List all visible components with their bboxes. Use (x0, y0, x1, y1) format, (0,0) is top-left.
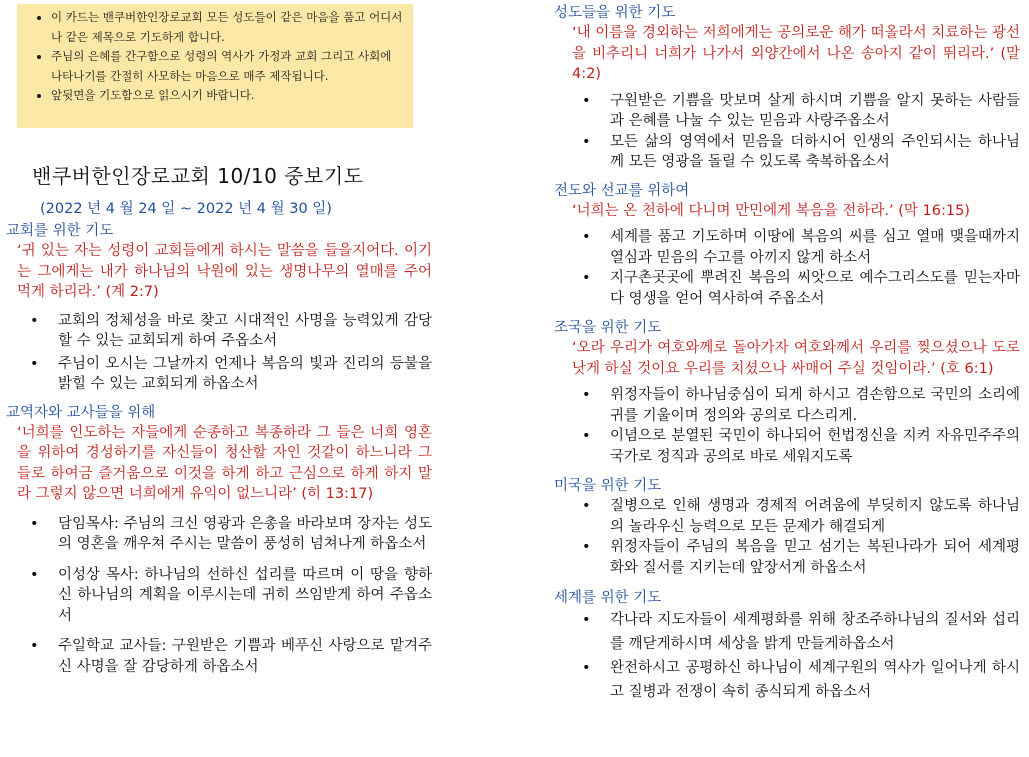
prayer-item: • 세계를 품고 기도하며 이땅에 복음의 씨를 심고 열매 맺을때까지 열심과 믿음의 수고를 아끼지 않게 하소서 (610, 227, 1020, 268)
prayer-item: • 각나라 지도자들이 세계평화를 위해 창조주하나님의 질서와 섭리를 깨닫게하시며 세상을 밝게 만들게하옵소서 (610, 608, 1020, 656)
prayer-item: • 위정자들이 주님의 복음을 믿고 섬기는 복된나라가 되어 세계평화와 질서를 지키는데 앞장서게 하옵소서 (610, 537, 1020, 578)
prayer-item: • 완전하시고 공평하신 하나님이 세계구원의 역사가 일어나게 하시고 질병과 전쟁이 속히 종식되게 하옵소서 (610, 656, 1020, 704)
section-heading: 교역자와 교사들을 위해 (6, 404, 156, 421)
section-usa (554, 476, 1020, 578)
prayer-item: • 위정자들이 하나님중심이 되게 하시고 겸손함으로 국민의 소리에 귀를 기울이며 정의와 공의로 다스리게. (610, 385, 1020, 426)
prayer-item: • 모든 삶의 영역에서 믿음을 더하시어 인생의 주인되시는 하나님께 모든 영광을 돌릴 수 있도록 축복하옵소서 (610, 132, 1020, 173)
prayer-item: • 지구촌곳곳에 뿌려진 복음의 씨앗으로 예수그리스도를 믿는자마다 영생을 얻어 역사하여 주옵소서 (610, 268, 1020, 309)
section-heading: 조국을 위한 기도 (554, 320, 662, 336)
prayer-item: • 질병으로 인해 생명과 경제적 어려움에 부딪히지 않도록 하나님의 놀라우신 능력으로 모든 문제가 해결되게 (610, 496, 1020, 537)
notice-item: • 이 카드는 밴쿠버한인장로교회 모든 성도들이 같은 마음을 품고 어디서나 같은 제목으로 기도하게 합니다. (51, 8, 405, 47)
section-ministers (4, 403, 432, 678)
notice-box (17, 4, 413, 128)
section-church (4, 221, 432, 395)
prayer-item: • 구원받은 기쁨을 맛보며 살게 하시며 기쁨을 알지 못하는 사람들과 은혜를 나눌 수 있는 믿음과 사랑주옵소서 (610, 91, 1020, 132)
section-mission (554, 181, 1020, 310)
section-heading: 전도와 선교를 위하여 (554, 182, 690, 199)
prayer-item: • 이념으로 분열된 국민이 하나되어 헌법정신을 지켜 자유민주주의 국가로 정직과 공의로 바로 세워지도록 (610, 426, 1020, 467)
section-homeland (554, 318, 1020, 467)
right-column (554, 0, 1020, 704)
scripture-verse: ‘내 이름을 경외하는 저희에게는 공의로운 해가 떠올라서 치료하는 광선을 비추리니 너희가 나가서 외양간에서 나온 송아지 같이 뛰리라.’ (말 4:2) (572, 25, 1020, 82)
date-range: (2022 년 4 월 24 일 ~ 2022 년 4 월 30 일) (40, 201, 332, 217)
prayer-item: • 주일학교 교사들: 구원받은 기쁨과 베푸신 사랑으로 맡겨주신 사명을 잘 감당하게 하옵소서 (58, 636, 432, 677)
page-title: 밴쿠버한인장로교회 10/10 중보기도 (32, 164, 364, 188)
section-world (554, 588, 1020, 704)
scripture-verse: ‘너희를 인도하는 자들에게 순종하고 복종하라 그 들은 너희 영혼을 위하여 경성하기를 자신들이 청산할 자인 것같이 하느니라 그들로 하여금 즐거움으로 이것을 하게 하고 근심으로 하게 하지 말라 그렇지 않으면 너희에게 유익이 없느니라’ (히 13:17) (17, 424, 432, 502)
section-heading: 교회를 위한 기도 (6, 223, 114, 239)
scripture-verse: ‘너희는 온 천하에 다니며 만민에게 복음을 전하라.’ (막 16:15) (572, 202, 970, 219)
prayer-item: • 교회의 정체성을 바로 찾고 시대적인 사명을 능력있게 감당할 수 있는 교회되게 하여 주옵소서 (58, 311, 432, 352)
scripture-verse: ‘오라 우리가 여호와께로 돌아가자 여호와께서 우리를 찢으셨으나 도로 낫게 하실 것이요 우리를 치셨으나 싸매어 주실 것임이라.’ (호 6:1) (572, 340, 1020, 377)
section-members (554, 3, 1020, 173)
notice-item: • 주님의 은혜를 간구함으로 성령의 역사가 가정과 교회 그리고 사회에 나타나기를 간절히 사모하는 마음으로 매주 제작됩니다. (51, 47, 405, 86)
prayer-item: • 담임목사: 주님의 크신 영광과 은총을 바라보며 장자는 성도의 영혼을 깨우쳐 주시는 말씀이 풍성히 넘쳐나게 하옵소서 (58, 514, 432, 555)
notice-item: • 앞뒷면을 기도함으로 읽으시기 바랍니다. (51, 86, 405, 106)
section-heading: 성도들을 위한 기도 (554, 5, 676, 21)
left-column (4, 0, 432, 677)
scripture-verse: ‘귀 있는 자는 성령이 교회들에게 하시는 말씀을 들을지어다. 이기는 그에게는 내가 하나님의 낙원에 있는 생명나무의 열매를 주어 먹게 하리라.’ (계 2:7) (17, 243, 432, 300)
section-heading: 세계를 위한 기도 (554, 590, 662, 606)
section-heading: 미국을 위한 기도 (554, 478, 662, 494)
prayer-item: • 주님이 오시는 그날까지 언제나 복음의 빛과 진리의 등불을 밝힐 수 있는 교회되게 하옵소서 (58, 354, 432, 395)
prayer-item: • 이성상 목사: 하나님의 선하신 섭리를 따르며 이 땅을 향하신 하나님의 계획을 이루시는데 귀히 쓰임받게 하여 주옵소서 (58, 565, 432, 627)
